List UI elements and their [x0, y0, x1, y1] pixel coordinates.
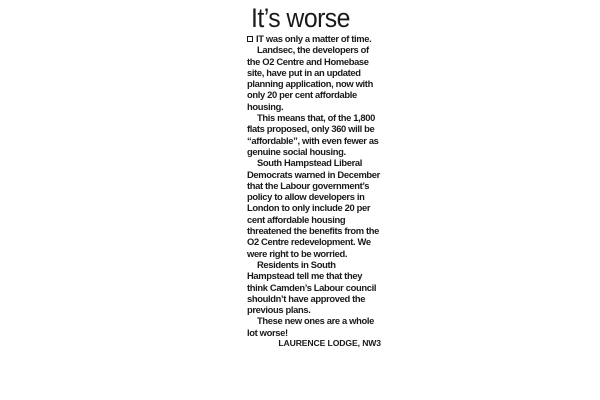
checkbox-bullet-icon — [247, 36, 253, 42]
letter-paragraph — [247, 33, 381, 44]
letter-body — [247, 33, 381, 349]
letter-signature: LAURENCE LODGE, NW3 — [278, 338, 381, 349]
letter-to-editor — [247, 4, 381, 349]
letter-headline: It’s worse — [251, 3, 350, 33]
paragraph-text: IT was only a matter of time. — [256, 33, 372, 44]
letter-paragraph: This means that, of the 1,800 flats proposed, only 360 will be “affordable”, with even fewer as genuine social housing. — [247, 112, 379, 157]
letter-paragraph: Landsec, the developers of the O2 Centre and Homebase site, have put in an updated planning application, now with only 20 per cent affordable housing. — [247, 44, 373, 112]
letter-paragraph: South Hampstead Liberal Democrats warned in December that the Labour government’s policy to allow developers in London to only include 20 per cent affordable housing threatened the benefits from the O2 Centre redevelopment. We were right to be worried. — [247, 157, 380, 259]
letter-paragraph: Residents in South Hampstead tell me that they think Camden’s Labour council shouldn’t have approved the previous plans. — [247, 258, 377, 316]
letter-paragraph: These new ones are a whole lot worse! — [247, 315, 374, 338]
